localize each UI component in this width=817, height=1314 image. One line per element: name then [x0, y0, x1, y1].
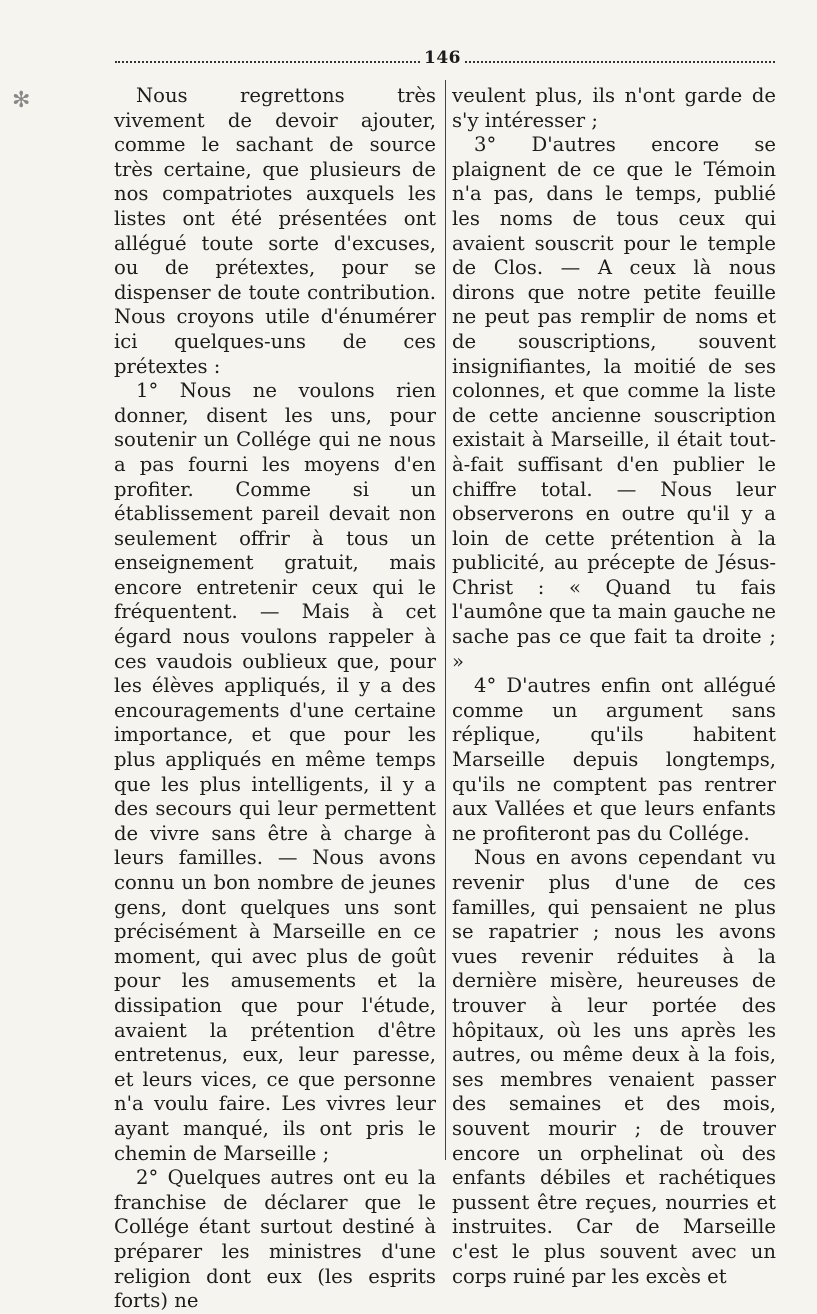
paragraph-pretext-2: 2° Quelques autres ont eu la franchise de déclarer que le Collége étant surtout destiné à préparer les ministres d'une religion dont eux (les esprits forts) ne	[114, 1166, 436, 1313]
left-column	[114, 84, 436, 1314]
right-column	[452, 84, 776, 1289]
paragraph-families: Nous en avons cependant vu revenir plus d'une de ces familles, qui pensaient ne plus se rapatrier ; nous les avons vues revenir réduites à la dernière misère, heureuses de trouver à leur portée des hôpitaux, où les uns après les autres, ou même deux à la fois, ses membres venaient passer des semaines et des mois, souvent mourir ; de trouver encore un orphelinat où des enfants débiles et rachétiques pussent être reçues, nourries et instruites. Car de Marseille c'est le plus souvent avec un corps ruiné par les excès et	[452, 846, 776, 1288]
page-header	[115, 48, 775, 70]
page-number: 146	[424, 48, 461, 68]
paragraph-pretext-2-continued: veulent plus, ils n'ont garde de s'y intéresser ;	[452, 84, 776, 132]
paragraph-pretext-4: 4° D'autres enfin ont allégué comme un argument sans réplique, qu'ils habitent Marseille depuis longtemps, qu'ils ne comptent pas rentrer aux Vallées et que leurs enfants ne profiteront pas du Collége.	[452, 674, 776, 845]
paragraph-pretext-3: 3° D'autres encore se plaignent de ce que le Témoin n'a pas, dans le temps, publié les noms de tous ceux qui avaient souscrit pour le temple de Clos. — A ceux là nous dirons que notre petite feuille ne peut pas remplir de noms et de souscriptions, souvent insignifiantes, la moitié de ses colonnes, et que comme la liste de cette ancienne souscription existait à Marseille, il était tout-à-fait suffisant d'en publier le chiffre total. — Nous leur observerons en outre qu'il y a loin de cette prétention à la publicité, au précepte de Jésus-Christ : « Quand tu fais l'aumône que ta main gauche ne sache pas ce que fait ta droite ; »	[452, 133, 776, 673]
ink-smudge-mark: ✻	[12, 88, 31, 113]
paragraph-pretext-1: 1° Nous ne voulons rien donner, disent les uns, pour soutenir un Collége qui ne nous a pas fourni les moyens d'en profiter. Comme si un établissement pareil devait non seulement offrir à tous un enseignement gratuit, mais encore entretenir ceux qui le fréquentent. — Mais à cet égard nous voulons rappeler à ces vaudois oublieux que, pour les élèves appliqués, il y a des encouragements d'une certaine importance, et que pour les plus appliqués en même temps que les plus intelligents, il y a des secours qui leur permettent de vivre sans être à charge à leurs familles. — Nous avons connu un bon nombre de jeunes gens, dont quelques uns sont précisément à Marseille en ce moment, qui avec plus de goût pour les amusements et la dissipation que pour l'étude, avaient la prétention d'être entretenus, eux, leur paresse, et leurs vices, ce que personne n'a voulu faire. Les vivres leur ayant manqué, ils ont pris le chemin de Marseille ;	[114, 379, 436, 1165]
header-rule-left	[115, 61, 420, 63]
header-rule-right	[465, 61, 775, 63]
column-divider	[445, 80, 446, 1160]
paragraph-regrets: Nous regrettons très vivement de devoir ajouter, comme le sachant de source très certaine, que plusieurs de nos compatriotes auxquels les listes ont été présentées ont allégué toute sorte d'excuses, ou de prétextes, pour se dispenser de toute contribution. Nous croyons utile d'énumérer ici quelques-uns de ces prétextes :	[114, 84, 436, 378]
